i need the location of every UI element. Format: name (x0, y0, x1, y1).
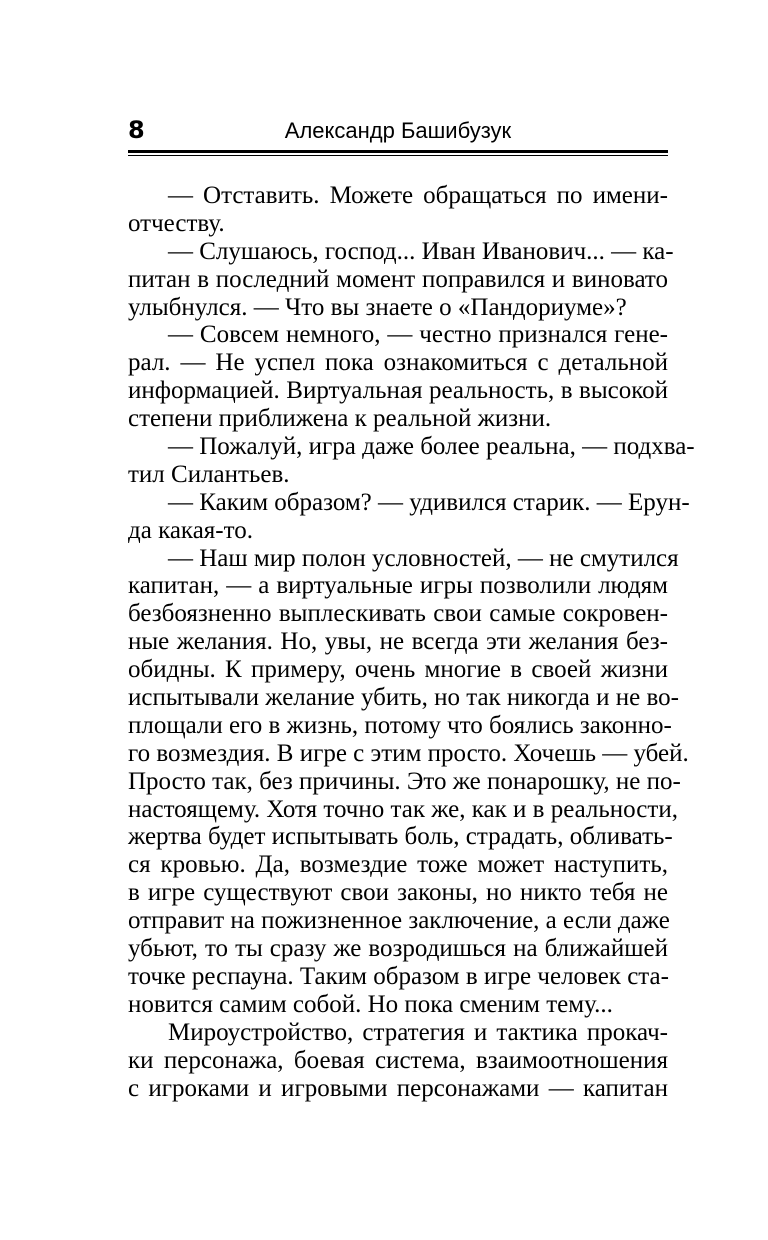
text-line: капитан, — а виртуальные игры позволили людям (128, 572, 668, 600)
text-line: Мироустройство, стратегия и тактика прокач- (168, 1018, 668, 1046)
text-line: настоящему. Хотя точно так же, как и в реальности, (128, 795, 678, 823)
text-line: го возмездия. В игре с этим просто. Хочешь — убей. (128, 739, 689, 767)
author-name: Александр Башибузук (284, 118, 512, 143)
text-line: обидны. К примеру, очень многие в своей жизни (128, 656, 668, 684)
header-rule-thin (128, 155, 668, 156)
text-line: в игре существуют свои законы, но никто тебя не (128, 879, 668, 907)
running-header (128, 112, 668, 150)
text-line: — Наш мир полон условностей, — не смутился (168, 544, 679, 572)
text-line: — Совсем немного, — честно признался гене- (168, 321, 668, 349)
text-line: — Слушаюсь, господ... Иван Иванович... — ка- (168, 237, 674, 265)
text-line: да какая-то. (128, 516, 253, 544)
text-line: ки персонажа, боевая система, взаимоотношения (128, 1046, 668, 1074)
text-line: — Отставить. Можете обращаться по имени- (168, 182, 668, 209)
text-line: рал. — Не успел пока ознакомиться с детальной (128, 349, 668, 377)
text-line: испытывали желание убить, но так никогда и не во- (128, 684, 679, 712)
text-line: новится самим собой. Но пока сменим тему... (128, 990, 613, 1018)
text-line: — Пожалуй, игра даже более реальна, — подхва- (168, 433, 695, 461)
text-line: отчеству. (128, 209, 225, 237)
text-line: точке респауна. Таким образом в игре человек ста- (128, 962, 669, 990)
text-line: ные желания. Но, увы, не всегда эти желания без- (128, 628, 668, 656)
text-line: питан в последний момент поправился и виновато (128, 265, 668, 293)
body-text (128, 182, 695, 1102)
page-number: 8 (128, 116, 145, 144)
text-line: улыбнулся. — Что вы знаете о «Пандориуме»? (128, 293, 627, 321)
text-line: тил Силантьев. (128, 460, 290, 488)
text-line: убьют, то ты сразу же возродишься на ближайшей (128, 935, 668, 963)
text-line: — Каким образом? — удивился старик. — Ерун- (168, 488, 690, 516)
header-rule-thick (128, 150, 668, 153)
text-line: отправит на пожизненное заключение, а если даже (128, 907, 670, 935)
text-line: информацией. Виртуальная реальность, в высокой (128, 377, 668, 405)
text-line: жертва будет испытывать боль, страдать, обливать- (128, 823, 673, 851)
text-line: степени приближена к реальной жизни. (128, 405, 552, 433)
text-line: с игроками и игровыми персонажами — капитан (128, 1074, 668, 1102)
text-line: Просто так, без причины. Это же понарошку, не по- (128, 767, 681, 795)
text-line: площали его в жизнь, потому что боялись законно- (128, 711, 672, 739)
text-line: ся кровью. Да, возмездие тоже может наступить, (128, 851, 668, 879)
text-line: безбоязненно выплескивать свои самые сокровен- (128, 600, 668, 628)
